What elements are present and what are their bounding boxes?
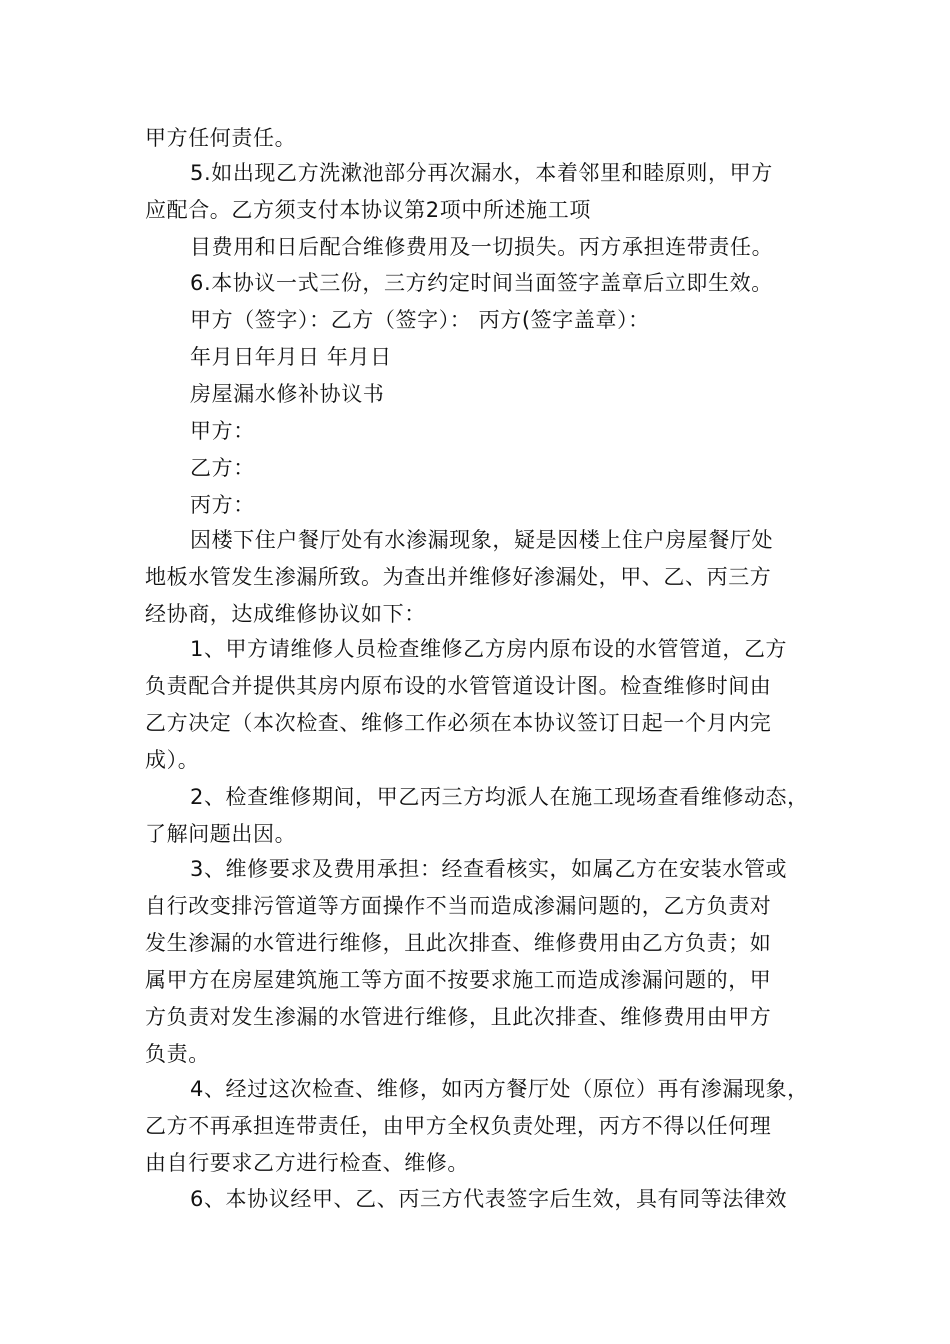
text-line: 2、检查维修期间，甲乙丙三方均派人在施工现场查看维修动态，: [190, 785, 809, 809]
text-line: 方负责对发生渗漏的水管进行维修，且此次排查、维修费用由甲方: [145, 1005, 772, 1029]
text-line: 由自行要求乙方进行检查、维修。: [145, 1151, 469, 1175]
text-line: 发生渗漏的水管进行维修，且此次排查、维修费用由乙方负责；如: [145, 931, 772, 955]
party-b-label: 乙方：: [190, 456, 255, 480]
text-line: 成）。: [145, 748, 200, 772]
signature-line: 甲方（签字）：乙方（签字）： 丙方(签字盖章）：: [190, 308, 650, 332]
text-line: 应配合。乙方须支付本协议第2项中所述施工项: [145, 198, 591, 222]
text-line: 6、本协议经甲、乙、丙三方代表签字后生效，具有同等法律效: [190, 1187, 788, 1211]
text-line: 地板水管发生渗漏所致。为查出并维修好渗漏处，甲、乙、丙三方: [145, 565, 772, 589]
text-line: 属甲方在房屋建筑施工等方面不按要求施工而造成渗漏问题的，甲: [145, 968, 772, 992]
text-line: 5.如出现乙方洗漱池部分再次漏水，本着邻里和睦原则，甲方: [190, 161, 773, 185]
text-line: 3、维修要求及费用承担：经查看核实，如属乙方在安装水管或: [190, 857, 788, 881]
text-line: 负责配合并提供其房内原布设的水管管道设计图。检查维修时间由: [145, 674, 772, 698]
text-line: 经协商，达成维修协议如下：: [145, 602, 426, 626]
text-line: 目费用和日后配合维修费用及一切损失。丙方承担连带责任。: [190, 235, 774, 259]
party-c-label: 丙方：: [190, 493, 255, 517]
text-line: 6.本协议一式三份，三方约定时间当面签字盖章后立即生效。: [190, 271, 773, 295]
text-line: 乙方决定（本次检查、维修工作必须在本协议签订日起一个月内完: [145, 711, 772, 735]
text-line: 乙方不再承担连带责任，由甲方全权负责处理，丙方不得以任何理: [145, 1114, 772, 1138]
text-line: 自行改变排污管道等方面操作不当而造成渗漏问题的，乙方负责对: [145, 894, 772, 918]
text-line: 了解问题出因。: [145, 822, 297, 846]
text-line: 4、经过这次检查、维修，如丙方餐厅处（原位）再有渗漏现象，: [190, 1077, 809, 1101]
text-line: 甲方任何责任。: [145, 126, 297, 150]
party-a-label: 甲方：: [190, 419, 255, 443]
text-line: 1、甲方请维修人员检查维修乙方房内原布设的水管管道，乙方: [190, 637, 788, 661]
text-line: 负责。: [145, 1042, 210, 1066]
date-line: 年月日年月日 年月日: [190, 345, 392, 369]
text-line: 因楼下住户餐厅处有水渗漏现象，疑是因楼上住户房屋餐厅处: [190, 528, 774, 552]
section-title: 房屋漏水修补协议书: [190, 382, 385, 406]
